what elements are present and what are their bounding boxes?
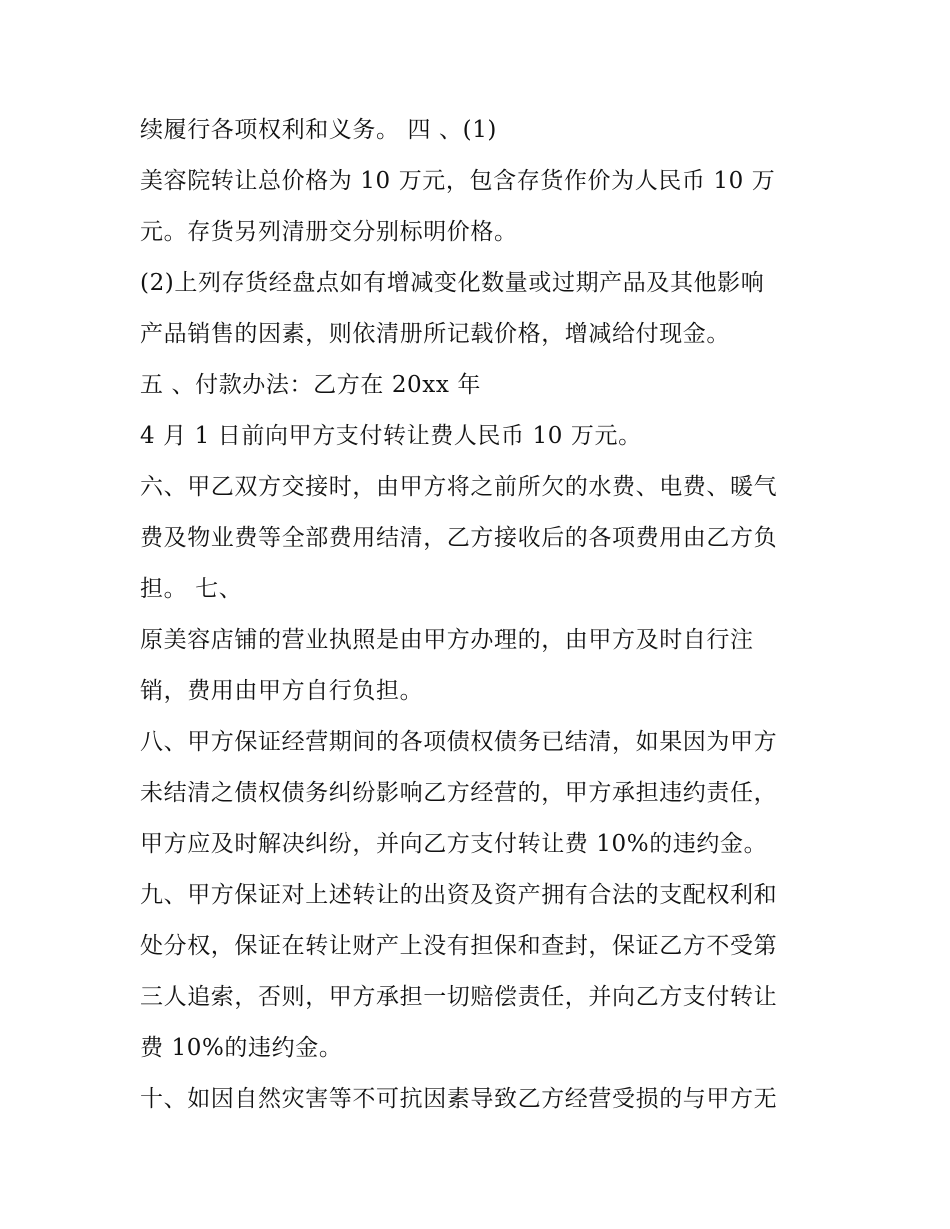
- text-line: 甲方应及时解决纠纷，并向乙方支付转让费 10%的违约金。: [140, 831, 768, 857]
- text-line: 原美容店铺的营业执照是由甲方办理的，由甲方及时自行注: [140, 627, 754, 653]
- text-line: 五 、付款办法：乙方在 20xx 年: [140, 372, 481, 398]
- text-line: 费 10%的违约金。: [140, 1035, 343, 1061]
- text-line: 元。存货另列清册交分别标明价格。: [140, 219, 518, 245]
- text-line: 费及物业费等全部费用结清，乙方接收后的各项费用由乙方负: [140, 525, 778, 551]
- text-line: 4 月 1 日前向甲方支付转让费人民币 10 万元。: [140, 423, 642, 449]
- text-line: 三人追索，否则，甲方承担一切赔偿责任，并向乙方支付转让: [140, 984, 778, 1010]
- text-line: 九、甲方保证对上述转让的出资及资产拥有合法的支配权利和: [140, 882, 778, 908]
- text-line: 八、甲方保证经营期间的各项债权债务已结清，如果因为甲方: [140, 729, 778, 755]
- text-line: 销，费用由甲方自行负担。: [140, 678, 424, 704]
- text-line: 担。 七、: [140, 576, 243, 602]
- document-body: [140, 110, 820, 1130]
- text-line: (2)上列存货经盘点如有增减变化数量或过期产品及其他影响: [140, 270, 765, 296]
- text-line: 十、如因自然灾害等不可抗因素导致乙方经营受损的与甲方无: [140, 1086, 778, 1112]
- text-line: 处分权，保证在转让财产上没有担保和查封，保证乙方不受第: [140, 933, 778, 959]
- text-line: 产品销售的因素，则依清册所记载价格，增减给付现金。: [140, 321, 730, 347]
- text-line: 六、甲乙双方交接时，由甲方将之前所欠的水费、电费、暖气: [140, 474, 778, 500]
- text-line: 未结清之债权债务纠纷影响乙方经营的，甲方承担违约责任，: [140, 780, 778, 806]
- text-line: 美容院转让总价格为 10 万元，包含存货作价为人民币 10 万: [140, 168, 776, 194]
- text-line: 续履行各项权利和义务。 四 、(1): [140, 117, 498, 143]
